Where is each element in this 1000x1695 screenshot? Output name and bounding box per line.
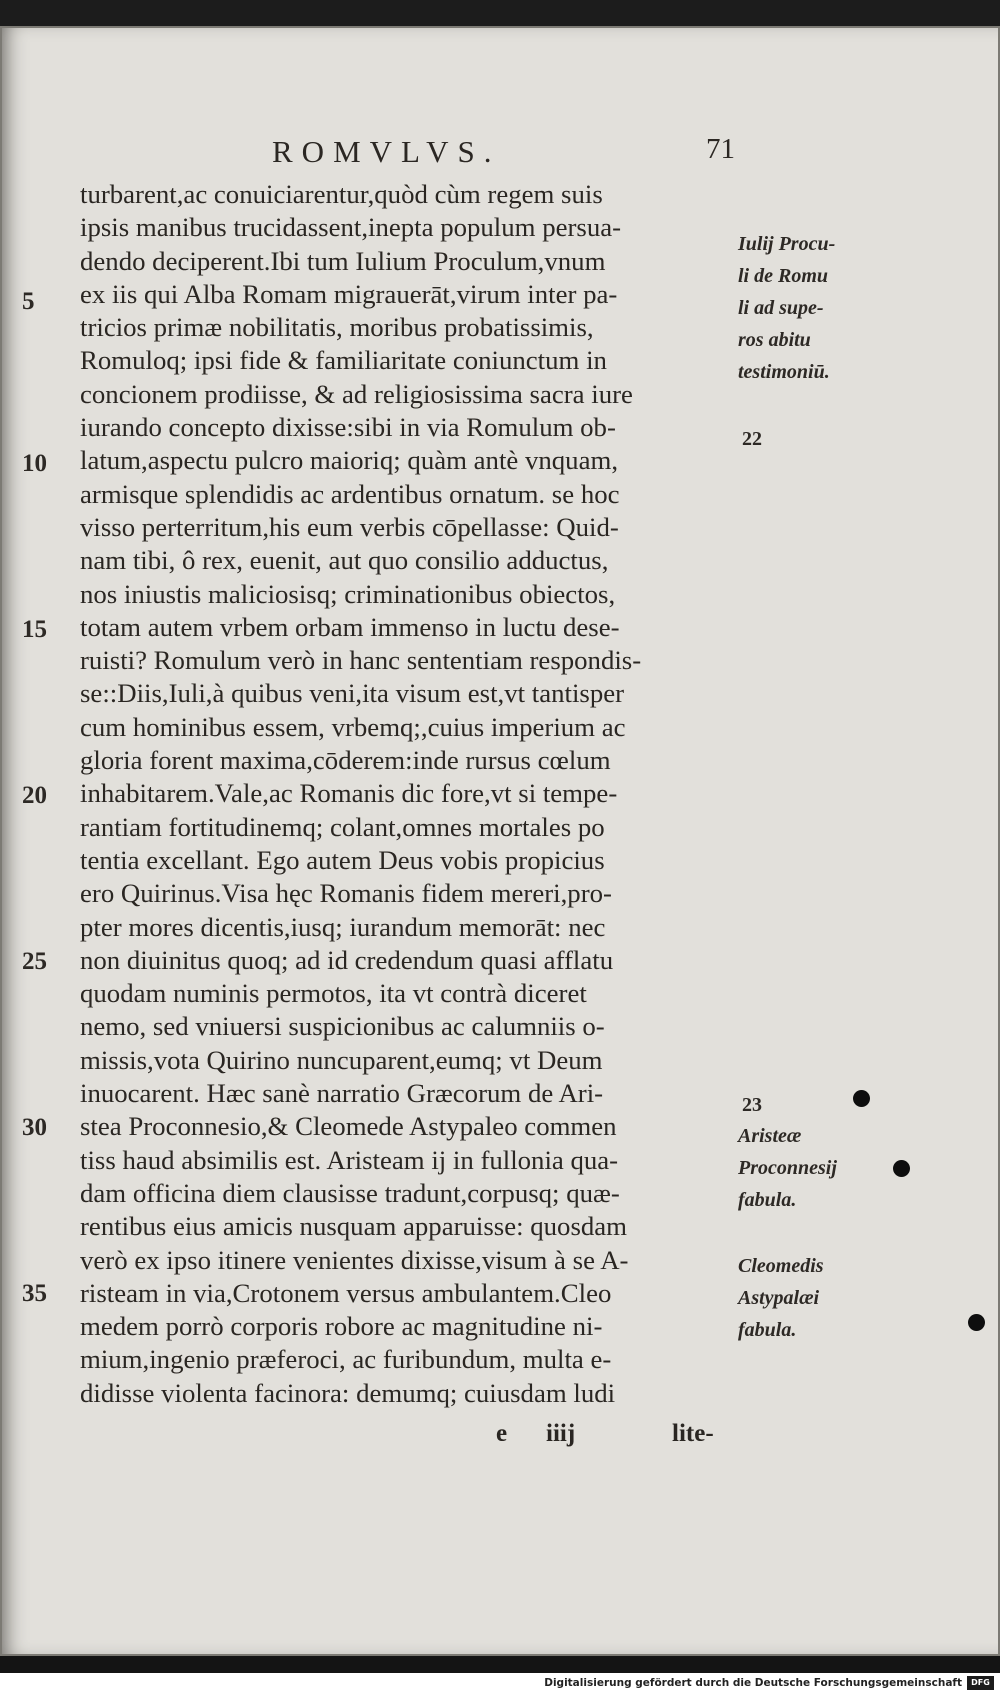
text-line: missis,vota Quirino nuncuparent,eumq; vt Deum <box>80 1044 603 1075</box>
marginal-note-line: Cleomedis <box>738 1255 824 1277</box>
line-number: 35 <box>22 1280 47 1307</box>
text-line: gloria forent maxima,cōderem:inde rursus cœlum <box>80 745 611 776</box>
marginal-note-cleomedes <box>738 1250 878 1346</box>
text-line: latum,aspectu pulcro maioriq; quàm antè vnquam, <box>80 445 619 476</box>
marginal-note-line: ros abitu <box>738 329 811 351</box>
line-number: 10 <box>22 450 47 477</box>
line-number: 20 <box>22 782 47 809</box>
ink-dot <box>853 1090 870 1107</box>
funding-credit: Digitalisierung gefördert durch die Deutsche Forschungsgemeinschaft <box>544 1677 962 1689</box>
marginal-note-line: Astypalæi <box>738 1287 820 1309</box>
text-line: visso perterritum,his eum verbis cōpellasse: Quid- <box>80 511 619 542</box>
signature-mark: e <box>496 1420 508 1447</box>
text-line: inhabitarem.Vale,ac Romanis dic fore,vt si tempe- <box>80 778 618 809</box>
text-line: dendo deciperent.Ibi tum Iulium Proculum,vnum <box>80 245 606 276</box>
text-line: ero Quirinus.Visa hęc Romanis fidem mereri,pro- <box>80 878 612 909</box>
text-line: medem porrò corporis robore ac magnitudine ni- <box>80 1311 603 1342</box>
running-head: ROMVLVS. <box>272 134 501 169</box>
text-line: rantiam fortitudinemq; colant,omnes mortales po <box>80 811 605 842</box>
text-line: nos iniustis maliciosisq; criminationibus obiectos, <box>80 578 616 609</box>
text-line: armisque splendidis ac ardentibus ornatum. se hoc <box>80 478 620 509</box>
marginal-note-line: fabula. <box>738 1189 797 1211</box>
ink-dot <box>968 1314 985 1331</box>
text-line: cum hominibus essem, vrbemq;,cuius imperium ac <box>80 711 626 742</box>
text-line: concionem prodiisse, & ad religiosissima sacra iure <box>80 378 633 409</box>
text-line: totam autem vrbem orbam immenso in luctu dese- <box>80 611 620 642</box>
marginal-note-line: Aristeæ <box>738 1125 802 1147</box>
text-line: quodam numinis permotos, ita vt contrà diceret <box>80 978 587 1009</box>
text-line: verò ex ipso itinere venientes dixisse,visum à se A- <box>80 1244 629 1275</box>
text-line: ruisti? Romulum verò in hanc sententiam respondis- <box>80 645 642 676</box>
text-line: pter mores dicentis,iusq; iurandum memorāt: nec <box>80 911 606 942</box>
marginal-note-line: fabula. <box>738 1319 797 1341</box>
text-line: risteam in via,Crotonem versus ambulantem.Cleo <box>80 1277 612 1308</box>
text-line: non diuinitus quoq; ad id credendum quasi afflatu <box>80 944 614 975</box>
text-line: didisse violenta facinora: demumq; cuiusdam ludi <box>80 1377 616 1408</box>
text-line: rentibus eius amicis nusquam apparuisse: quosdam <box>80 1211 628 1242</box>
text-line: tricios primæ nobilitatis, moribus probatissimis, <box>80 312 594 343</box>
marginal-section-number: 23 <box>742 1094 762 1116</box>
marginal-note-aristeas <box>738 1120 878 1216</box>
marginal-section-number: 22 <box>742 428 762 450</box>
line-number: 15 <box>22 616 47 643</box>
marginal-note-iulius-proculus <box>738 228 878 388</box>
text-line: tentia excellant. Ego autem Deus vobis propicius <box>80 844 605 875</box>
text-line: Romuloq; ipsi fide & familiaritate coniunctum in <box>80 345 607 376</box>
text-line: tiss haud absimilis est. Aristeam ij in fullonia qua- <box>80 1144 619 1175</box>
text-line: inuocarent. Hæc sanè narratio Græcorum de Ari- <box>80 1078 604 1109</box>
marginal-note-line: testimoniū. <box>738 361 830 383</box>
marginal-note-line: li de Romu <box>738 265 829 287</box>
line-number: 30 <box>22 1114 47 1141</box>
ink-dot <box>893 1160 910 1177</box>
dfg-logo: DFG <box>967 1676 994 1690</box>
text-line: ipsis manibus trucidassent,inepta populum persua- <box>80 212 622 243</box>
text-line: nam tibi, ô rex, euenit, aut quo consilio adductus, <box>80 545 609 576</box>
text-line: ex iis qui Alba Romam migrauerāt,virum inter pa- <box>80 278 618 309</box>
text-line: stea Proconnesio,& Cleomede Astypaleo commen <box>80 1111 617 1142</box>
text-line: nemo, sed vniuersi suspicionibus ac calumniis o- <box>80 1011 605 1042</box>
scan-border <box>0 1656 1000 1673</box>
folio-mark: iiij <box>546 1420 576 1447</box>
line-number: 25 <box>22 948 47 975</box>
marginal-note-line: Proconnesij <box>738 1157 837 1179</box>
page-number: 71 <box>706 133 735 165</box>
catchword: lite- <box>672 1420 714 1447</box>
text-line: turbarent,ac conuiciarentur,quòd cùm regem suis <box>80 179 603 209</box>
marginal-note-line: Iulij Procu- <box>738 233 836 255</box>
text-line: mium,ingenio præferoci, ac furibundum, multa e- <box>80 1344 612 1375</box>
marginal-note-line: li ad supe- <box>738 297 824 319</box>
text-line: dam officina diem clausisse tradunt,corpusq; quæ- <box>80 1177 620 1208</box>
text-line: se::Diis,Iuli,à quibus veni,ita visum est,vt tantisper <box>80 678 625 709</box>
footer-strip <box>0 1673 1000 1695</box>
text-line: iurando concepto dixisse:sibi in via Romulum ob- <box>80 412 616 443</box>
book-page <box>0 26 1000 1656</box>
line-number: 5 <box>22 288 35 315</box>
body-text <box>80 178 730 1410</box>
